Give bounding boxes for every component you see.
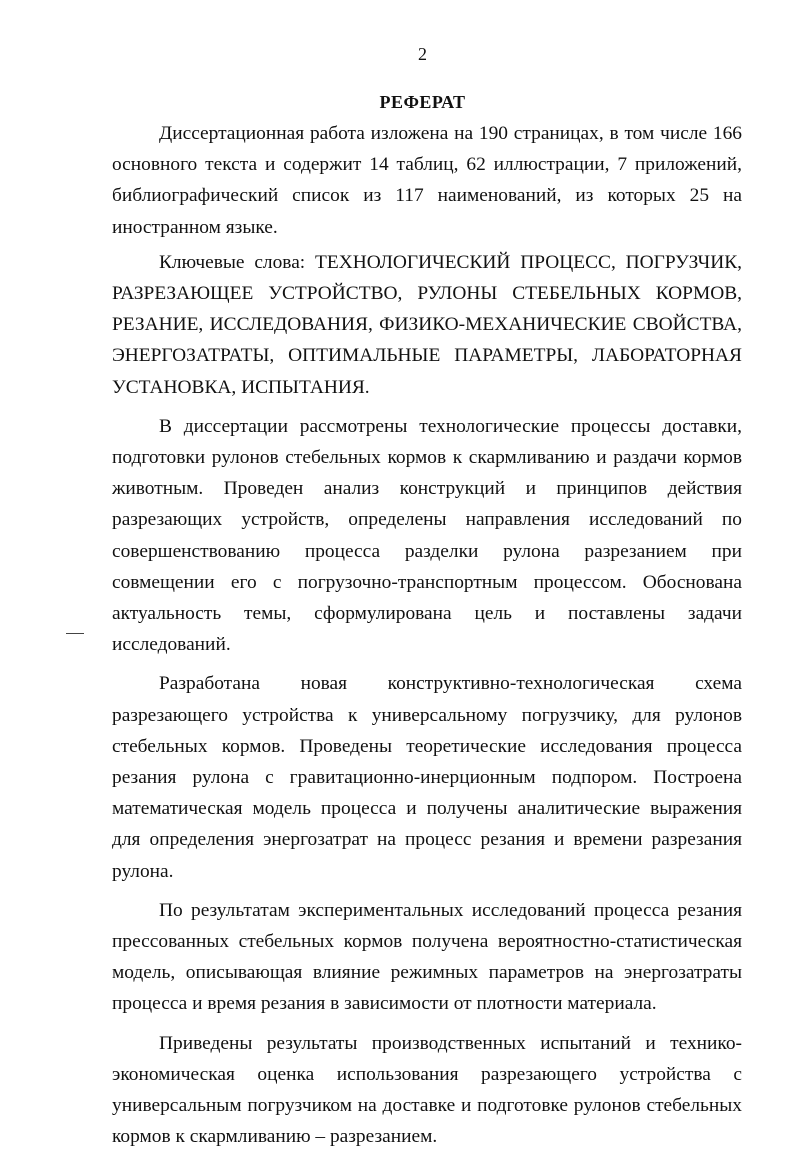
paragraph-results: Приведены результаты производственных испытаний и технико-экономическая оценка использования разрезающего устройства с универсальным погрузчиком на доставке и подготовке рулонов стебельных кормов к скармливанию – разрезанием.	[112, 1032, 742, 1148]
paragraph-review: В диссертации рассмотрены технологические процессы доставки, подготовки рулонов стебельных кормов к скармливанию и раздачи кормов животным. Проведен анализ конструкций и принципов действия разрезающих устройств, определены направления исследований по совершенствованию процесса разделки рулона разрезанием при совмещении его с погрузочно-транспортным процессом. Обоснована актуальность темы, сформулирована цель и поставлены задачи исследований.	[112, 415, 742, 656]
paragraph-keywords: Ключевые слова: ТЕХНОЛОГИЧЕСКИЙ ПРОЦЕСС, ПОГРУЗЧИК, РАЗРЕЗАЮЩЕЕ УСТРОЙСТВО, РУЛОНЫ СТЕБЕЛЬНЫХ КОРМОВ, РЕЗАНИЕ, ИССЛЕДОВАНИЯ, ФИЗИКО-МЕХАНИЧЕСКИЕ СВОЙСТВА, ЭНЕРГОЗАТРАТЫ, ОПТИМАЛЬНЫЕ ПАРАМЕТРЫ, ЛАБОРАТОРНАЯ УСТАНОВКА, ИСПЫТАНИЯ.	[112, 251, 742, 398]
document-heading: РЕФЕРАТ	[379, 92, 466, 112]
abstract-body	[112, 118, 742, 1153]
paragraph-volume: Диссертационная работа изложена на 190 страницах, в том числе 166 основного текста и содержит 14 таблиц, 62 иллюстрации, 7 приложений, библиографический список из 117 наименований, из которых 25 на иностранном языке.	[112, 123, 742, 238]
margin-mark	[66, 633, 84, 634]
paragraph-experiments: По результатам экспериментальных исследований процесса резания прессованных стебельных кормов получена вероятностно-статистическая модель, описывающая влияние режимных параметров на энергозатраты процесса и время резания в зависимости от плотности материала.	[112, 899, 742, 1015]
page-number: 2	[418, 44, 427, 64]
paragraph-development: Разработана новая конструктивно-технологическая схема разрезающего устройства к универсальному погрузчику, для рулонов стебельных кормов. Проведены теоретические исследования процесса резания рулона с гравитационно-инерционным подпором. Построена математическая модель процесса и получены аналитические выражения для определения энергозатрат на процесс резания и времени разрезания рулона.	[112, 673, 742, 882]
